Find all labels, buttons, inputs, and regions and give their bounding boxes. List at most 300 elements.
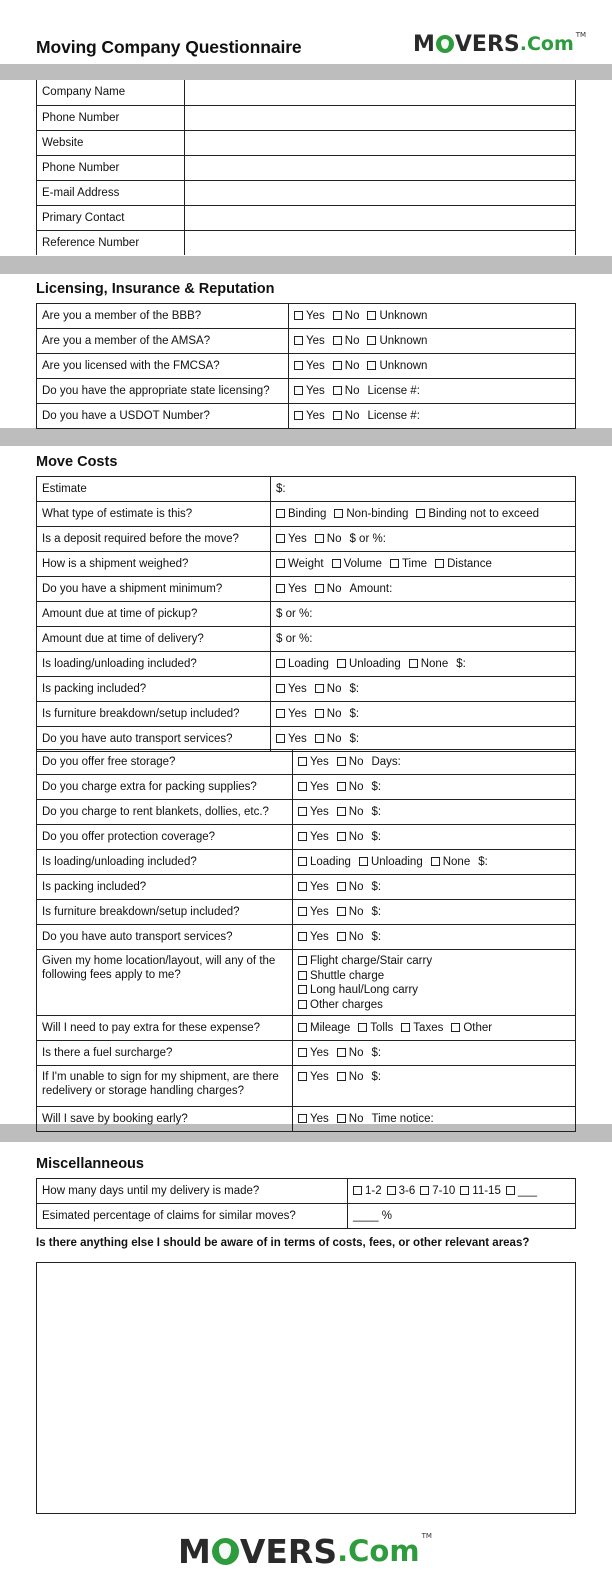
checkbox[interactable] <box>298 1072 307 1081</box>
answer-cell[interactable] <box>293 750 576 775</box>
answer-cell[interactable] <box>289 354 576 379</box>
checkbox[interactable] <box>367 336 376 345</box>
option-no[interactable] <box>315 683 342 695</box>
option-label: No <box>344 385 360 397</box>
checkbox[interactable] <box>420 1186 429 1195</box>
answer-cell[interactable] <box>293 825 576 850</box>
question-label: If I'm unable to sign for my shipment, are there redelivery or storage handling charges? <box>37 1066 293 1107</box>
question-label: Do you have auto transport services? <box>37 727 271 752</box>
answer-cell[interactable] <box>293 875 576 900</box>
question-row <box>37 850 576 875</box>
answer-field[interactable]: License #: <box>367 410 420 422</box>
checkbox[interactable] <box>294 361 303 370</box>
option-label: Yes <box>288 683 307 695</box>
option-yes[interactable] <box>298 881 329 893</box>
checkbox[interactable] <box>276 509 285 518</box>
option-no[interactable] <box>337 1071 364 1083</box>
option-time[interactable] <box>390 558 427 570</box>
answer-cell[interactable] <box>271 577 576 602</box>
answer-field[interactable]: $: <box>456 658 466 670</box>
option-non-binding[interactable] <box>334 508 408 520</box>
checkbox[interactable] <box>387 1186 396 1195</box>
answer-cell[interactable] <box>293 1016 576 1041</box>
checkbox[interactable] <box>390 559 399 568</box>
checkbox[interactable] <box>451 1023 460 1032</box>
option-unknown[interactable] <box>367 310 427 322</box>
option-no[interactable] <box>333 310 360 322</box>
option-yes[interactable] <box>294 385 325 397</box>
checkbox[interactable] <box>460 1186 469 1195</box>
answer-field[interactable]: $: <box>349 733 360 745</box>
checkbox[interactable] <box>298 956 307 965</box>
notes-box[interactable] <box>36 1262 576 1514</box>
option-yes[interactable] <box>276 708 307 720</box>
option-label: Yes <box>306 410 325 422</box>
option-loading[interactable] <box>276 658 329 670</box>
answer-cell[interactable] <box>293 850 576 875</box>
answer-field[interactable]: $ or %: <box>276 608 313 620</box>
option-label: No <box>348 831 364 843</box>
option-label: Long haul/Long carry <box>310 984 419 996</box>
option-yes[interactable] <box>298 806 329 818</box>
answer-cell[interactable] <box>271 652 576 677</box>
answer-field[interactable]: $: <box>371 931 382 943</box>
option-label: Yes <box>310 781 329 793</box>
checkbox[interactable] <box>298 882 307 891</box>
option-label: Taxes <box>413 1022 444 1034</box>
checkbox[interactable] <box>294 411 303 420</box>
option-label: Yes <box>310 881 329 893</box>
question-row <box>37 727 576 752</box>
misc-heading: Miscellanneous <box>36 1156 144 1172</box>
field-label: Company Name <box>37 80 185 105</box>
option-mileage[interactable] <box>298 1022 350 1034</box>
option-label: No <box>326 733 342 745</box>
checkbox[interactable] <box>315 534 324 543</box>
section-divider <box>0 256 612 274</box>
answer-field[interactable]: $: <box>349 708 360 720</box>
option-binding-not-to-exceed[interactable] <box>416 508 539 520</box>
answer-cell[interactable] <box>271 527 576 552</box>
option-no[interactable] <box>315 708 342 720</box>
checkbox[interactable] <box>276 709 285 718</box>
option-label: Binding <box>288 508 327 520</box>
checkbox[interactable] <box>298 932 307 941</box>
checkbox[interactable] <box>367 361 376 370</box>
option-yes[interactable] <box>276 533 307 545</box>
answer-field[interactable]: Days: <box>371 756 401 768</box>
answer-field[interactable]: $: <box>349 683 360 695</box>
checkbox[interactable] <box>435 559 444 568</box>
option-yes[interactable] <box>298 931 329 943</box>
answer-cell[interactable] <box>289 379 576 404</box>
option-label: No <box>348 781 364 793</box>
option-unloading[interactable] <box>337 658 401 670</box>
answer-field[interactable]: $: <box>276 483 286 495</box>
option-yes[interactable] <box>298 756 329 768</box>
option-no[interactable] <box>337 806 364 818</box>
answer-cell[interactable] <box>293 925 576 950</box>
checkbox[interactable] <box>315 584 324 593</box>
checkbox[interactable] <box>294 311 303 320</box>
checkbox[interactable] <box>298 832 307 841</box>
question-row <box>37 354 576 379</box>
option-no[interactable] <box>337 781 364 793</box>
answer-cell[interactable] <box>289 404 576 429</box>
option-7-10[interactable] <box>420 1185 455 1197</box>
option-yes[interactable] <box>298 781 329 793</box>
question-label: Do you charge extra for packing supplies? <box>37 775 293 800</box>
question-row <box>37 677 576 702</box>
answer-cell[interactable] <box>271 477 576 502</box>
answer-cell[interactable] <box>271 602 576 627</box>
field-input[interactable] <box>185 155 576 180</box>
option-label: No <box>326 583 342 595</box>
checkbox[interactable] <box>276 584 285 593</box>
field-label: E-mail Address <box>37 180 185 205</box>
answer-cell[interactable] <box>271 677 576 702</box>
option-yes[interactable] <box>298 1113 329 1125</box>
option-label: 3-6 <box>398 1185 416 1197</box>
question-row <box>37 825 576 850</box>
checkbox[interactable] <box>298 1000 307 1009</box>
option-yes[interactable] <box>276 733 307 745</box>
option-label: Yes <box>310 756 329 768</box>
question-label: Do you have the appropriate state licensing? <box>37 379 289 404</box>
answer-field[interactable]: $: <box>371 781 382 793</box>
checkbox[interactable] <box>332 559 341 568</box>
checkbox[interactable] <box>298 807 307 816</box>
option-binding[interactable] <box>276 508 326 520</box>
option-unknown[interactable] <box>367 360 427 372</box>
answer-cell[interactable] <box>293 775 576 800</box>
answer-field[interactable]: ____ % <box>353 1210 393 1222</box>
answer-field[interactable]: Time notice: <box>371 1113 434 1125</box>
answer-field[interactable]: $: <box>371 881 382 893</box>
redelivery-row <box>37 1066 576 1107</box>
question-row <box>37 800 576 825</box>
question-row <box>37 775 576 800</box>
answer-field[interactable]: $ or %: <box>276 633 313 645</box>
option-yes[interactable] <box>294 335 325 347</box>
checkbox[interactable] <box>506 1186 515 1195</box>
option-volume[interactable] <box>332 558 382 570</box>
checkbox[interactable] <box>298 1114 307 1123</box>
field-input[interactable] <box>185 230 576 255</box>
question-row <box>37 1041 576 1066</box>
checkbox[interactable] <box>353 1186 362 1195</box>
contact-row <box>37 230 576 255</box>
option-label: Yes <box>306 385 325 397</box>
checkbox[interactable] <box>337 1072 346 1081</box>
option-label: Loading <box>310 856 351 868</box>
option-label: Unloading <box>370 856 423 868</box>
option-yes[interactable] <box>276 683 307 695</box>
question-label: Do you have auto transport services? <box>37 925 293 950</box>
checkbox[interactable] <box>333 336 342 345</box>
option-no[interactable] <box>333 410 360 422</box>
question-row <box>37 304 576 329</box>
checkbox[interactable] <box>337 1048 346 1057</box>
field-input[interactable] <box>185 105 576 130</box>
option-label: 11-15 <box>472 1185 501 1197</box>
question-row <box>37 1179 576 1204</box>
answer-field[interactable]: $: <box>371 906 382 918</box>
checkbox[interactable] <box>337 659 346 668</box>
option-flight-charge-stair-carry[interactable] <box>298 954 562 969</box>
checkbox[interactable] <box>276 659 285 668</box>
answer-cell[interactable] <box>293 900 576 925</box>
option-loading[interactable] <box>298 856 351 868</box>
checkbox[interactable] <box>416 509 425 518</box>
checkbox[interactable] <box>315 734 324 743</box>
option-no[interactable] <box>315 533 342 545</box>
answer-cell[interactable] <box>293 1066 576 1107</box>
checkbox[interactable] <box>401 1023 410 1032</box>
checkbox[interactable] <box>333 386 342 395</box>
checkbox[interactable] <box>409 659 418 668</box>
checkbox[interactable] <box>337 832 346 841</box>
checkbox[interactable] <box>337 907 346 916</box>
option-label: Yes <box>288 583 307 595</box>
option-label: None <box>420 658 449 670</box>
answer-cell[interactable] <box>271 727 576 752</box>
question-label: Is loading/unloading included? <box>37 652 271 677</box>
option-yes[interactable] <box>294 310 325 322</box>
option-label: No <box>344 360 360 372</box>
answer-cell[interactable] <box>293 1041 576 1066</box>
option-no[interactable] <box>333 360 360 372</box>
move-costs-table-b <box>36 749 576 1132</box>
field-input[interactable] <box>185 80 576 105</box>
option-no[interactable] <box>337 906 364 918</box>
question-label: Is a deposit required before the move? <box>37 527 271 552</box>
option-tolls[interactable] <box>358 1022 393 1034</box>
answer-field[interactable]: Amount: <box>349 583 393 595</box>
question-label: Is packing included? <box>37 677 271 702</box>
answer-field[interactable]: License #: <box>367 385 420 397</box>
option-label: Volume <box>343 558 382 570</box>
option-no[interactable] <box>337 1047 364 1059</box>
checkbox[interactable] <box>298 1023 307 1032</box>
option-long-haul-long-carry[interactable] <box>298 983 562 998</box>
option-label: No <box>348 906 364 918</box>
answer-cell[interactable] <box>271 552 576 577</box>
answer-cell[interactable] <box>289 304 576 329</box>
option-none[interactable] <box>409 658 449 670</box>
option-unknown[interactable] <box>367 335 427 347</box>
option-no[interactable] <box>337 931 364 943</box>
checkbox[interactable] <box>337 807 346 816</box>
checkbox[interactable] <box>358 1023 367 1032</box>
checkbox[interactable] <box>367 311 376 320</box>
option-label: Yes <box>310 806 329 818</box>
question-row <box>37 1107 576 1132</box>
option-no[interactable] <box>315 733 342 745</box>
question-label: Amount due at time of pickup? <box>37 602 271 627</box>
option-label: No <box>344 310 360 322</box>
checkbox[interactable] <box>337 757 346 766</box>
option-label: Other charges <box>310 998 383 1011</box>
checkbox[interactable] <box>298 857 307 866</box>
checkbox[interactable] <box>298 757 307 766</box>
checkbox[interactable] <box>359 857 368 866</box>
option-3-6[interactable] <box>387 1185 416 1197</box>
answer-cell[interactable] <box>293 1107 576 1132</box>
option-label: Yes <box>310 931 329 943</box>
option-yes[interactable] <box>276 583 307 595</box>
section-divider <box>0 428 612 446</box>
checkbox[interactable] <box>333 311 342 320</box>
option-1-2[interactable] <box>353 1185 382 1197</box>
checkbox[interactable] <box>333 361 342 370</box>
question-label: Do you charge to rent blankets, dollies, etc.? <box>37 800 293 825</box>
field-input[interactable] <box>185 180 576 205</box>
checkbox[interactable] <box>315 709 324 718</box>
option-label: Unknown <box>379 360 428 372</box>
question-label: Do you have a shipment minimum? <box>37 577 271 602</box>
option-[interactable] <box>506 1185 537 1197</box>
option-label: Yes <box>288 708 307 720</box>
option-no[interactable] <box>337 756 364 768</box>
option-label: No <box>344 410 360 422</box>
option-yes[interactable] <box>294 410 325 422</box>
question-row <box>37 900 576 925</box>
checkbox[interactable] <box>337 782 346 791</box>
contact-row <box>37 80 576 105</box>
question-label: Amount due at time of delivery? <box>37 627 271 652</box>
field-input[interactable] <box>185 205 576 230</box>
answer-cell[interactable] <box>271 702 576 727</box>
answer-cell[interactable] <box>348 1179 576 1204</box>
contact-row <box>37 130 576 155</box>
option-label: None <box>442 856 471 868</box>
question-label: Given my home location/layout, will any of the following fees apply to me? <box>37 950 293 1016</box>
option-yes[interactable] <box>298 831 329 843</box>
checkbox[interactable] <box>431 857 440 866</box>
option-yes[interactable] <box>298 1047 329 1059</box>
option-yes[interactable] <box>298 1071 329 1083</box>
checkbox[interactable] <box>337 882 346 891</box>
option-no[interactable] <box>315 583 342 595</box>
contact-row <box>37 180 576 205</box>
question-label: How many days until my delivery is made? <box>37 1179 348 1204</box>
option-label: Shuttle charge <box>310 969 385 982</box>
answer-cell[interactable] <box>348 1204 576 1229</box>
checkbox[interactable] <box>298 907 307 916</box>
option-other-charges[interactable] <box>298 998 562 1013</box>
option-no[interactable] <box>337 881 364 893</box>
checkbox[interactable] <box>298 971 307 980</box>
option-label: No <box>326 533 342 545</box>
option-other[interactable] <box>451 1022 492 1034</box>
question-label: Estimate <box>37 477 271 502</box>
option-none[interactable] <box>431 856 471 868</box>
question-label: Is there a fuel surcharge? <box>37 1041 293 1066</box>
option-label: No <box>326 708 342 720</box>
contact-row <box>37 105 576 130</box>
answer-cell[interactable] <box>271 502 576 527</box>
answer-field[interactable]: $: <box>478 856 488 868</box>
checkbox[interactable] <box>315 684 324 693</box>
option-label: 1-2 <box>365 1185 382 1197</box>
question-label: Do you have a USDOT Number? <box>37 404 289 429</box>
option-distance[interactable] <box>435 558 492 570</box>
question-row <box>37 527 576 552</box>
question-label: Is furniture breakdown/setup included? <box>37 702 271 727</box>
checkbox[interactable] <box>276 559 285 568</box>
option-label: Yes <box>306 310 325 322</box>
licensing-heading: Licensing, Insurance & Reputation <box>36 281 275 297</box>
answer-field[interactable]: $: <box>371 806 382 818</box>
checkbox[interactable] <box>276 534 285 543</box>
option-unloading[interactable] <box>359 856 423 868</box>
question-label: Do you offer free storage? <box>37 750 293 775</box>
option-11-15[interactable] <box>460 1185 501 1197</box>
option-no[interactable] <box>337 1113 364 1125</box>
question-label: Are you licensed with the FMCSA? <box>37 354 289 379</box>
checkbox[interactable] <box>298 985 307 994</box>
checkbox[interactable] <box>337 932 346 941</box>
option-label: Unloading <box>348 658 401 670</box>
fees-row <box>37 950 576 1016</box>
question-label: Is furniture breakdown/setup included? <box>37 900 293 925</box>
option-label: Yes <box>310 906 329 918</box>
option-taxes[interactable] <box>401 1022 443 1034</box>
answer-field[interactable]: $: <box>371 1071 382 1083</box>
option-label: Unknown <box>379 335 428 347</box>
misc-table <box>36 1178 576 1229</box>
checkbox[interactable] <box>337 1114 346 1123</box>
option-label: ___ <box>517 1185 538 1197</box>
option-label: Non-binding <box>346 508 409 520</box>
checkbox[interactable] <box>333 411 342 420</box>
checkbox[interactable] <box>334 509 343 518</box>
checkbox[interactable] <box>294 336 303 345</box>
checkbox[interactable] <box>276 734 285 743</box>
option-shuttle-charge[interactable] <box>298 969 562 984</box>
option-label: Weight <box>288 558 324 570</box>
answer-field[interactable]: $: <box>371 831 382 843</box>
field-label: Phone Number <box>37 155 185 180</box>
option-yes[interactable] <box>294 360 325 372</box>
option-label: Yes <box>310 831 329 843</box>
option-label: No <box>348 931 364 943</box>
option-no[interactable] <box>333 385 360 397</box>
question-row <box>37 652 576 677</box>
option-label: No <box>348 1071 364 1083</box>
answer-cell[interactable] <box>293 800 576 825</box>
option-yes[interactable] <box>298 906 329 918</box>
answer-cell[interactable] <box>289 329 576 354</box>
option-weight[interactable] <box>276 558 324 570</box>
move-costs-table-a <box>36 476 576 752</box>
answer-field[interactable]: $: <box>371 1047 382 1059</box>
answer-field[interactable]: $ or %: <box>349 533 386 545</box>
checkbox[interactable] <box>294 386 303 395</box>
option-no[interactable] <box>333 335 360 347</box>
checkbox[interactable] <box>276 684 285 693</box>
option-label: Distance <box>447 558 492 570</box>
question-row <box>37 404 576 429</box>
field-input[interactable] <box>185 130 576 155</box>
answer-cell[interactable] <box>293 950 576 1016</box>
checkbox[interactable] <box>298 782 307 791</box>
checkbox[interactable] <box>298 1048 307 1057</box>
option-no[interactable] <box>337 831 364 843</box>
answer-cell[interactable] <box>271 627 576 652</box>
question-label: Will I save by booking early? <box>37 1107 293 1132</box>
